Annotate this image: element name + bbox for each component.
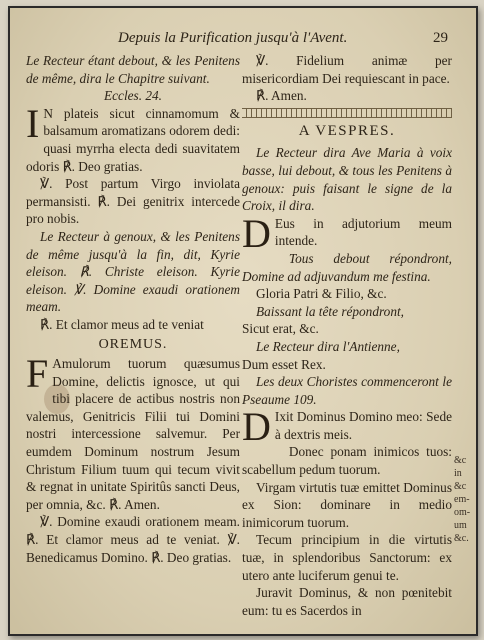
running-header	[118, 30, 448, 50]
prayer-text: Amulorum tuorum quæsumus Domine, delictis ignosce, ut qui tibi placere de actibus nostris non valemus, Genitricis Filii tui Domini nostri intercessione salvemur. Per eumdem Dominum nostrum Jesum Christum Filium tuum qui tecum vivit & regnat in unitate Spiritûs sancti Deus, per omnia, &c. ℟. Amen.	[26, 356, 240, 512]
rubric-text: Les deux Choristes commenceront le Pseaume 109.	[242, 374, 452, 407]
psalm-verse: Donec ponam inimicos tuos: scabellum pedum tuorum.	[242, 444, 452, 478]
drop-cap: D	[242, 404, 271, 450]
oremus-heading: OREMUS.	[98, 336, 168, 352]
vespers-heading: A VESPRES.	[298, 122, 396, 139]
right-column	[242, 52, 452, 619]
margin-note: &c	[454, 481, 467, 492]
versicle-text: ℣. Post partum Virgo inviolata permansisti. ℟. Dei genitrix intercede pro nobis.	[26, 176, 240, 227]
prayer-paragraph	[26, 351, 240, 513]
scripture-reference: Eccles. 24.	[104, 88, 162, 104]
drop-cap: F	[26, 351, 49, 397]
gloria-text: Gloria Patri & Filio, &c.	[256, 286, 387, 302]
chapter-text: N plateis sicut cinnamomum & balsamum aromatizans odorem dedi: quasi myrrha electa dedi suavitatem odoris ℟. Deo gratias.	[26, 105, 240, 174]
response-text: ℟. Et clamor meus ad te veniat	[40, 316, 204, 332]
chapter-paragraph	[26, 100, 240, 175]
rubric-text: Baissant la tête répondront,	[256, 303, 404, 319]
rubric-text: Le Recteur à genoux, & les Penitens de même jusqu'à la fin, dit, Kyrie eleison. ℟. Christe eleison. Kyrie eleison. ℣. Domine exaudi orationem meam.	[26, 228, 240, 315]
drop-cap: I	[26, 100, 40, 146]
versicle-text: ℣. Domine exaudi orationem meam. ℟. Et clamor meus ad te veniat. ℣. Benedicamus Domino. ℟. Deo gratias.	[26, 514, 240, 565]
rubric-text: Le Recteur dira l'Antienne,	[256, 338, 400, 354]
psalm-verse: Tecum principium in die virtutis tuæ, in splendoribus Sanctorum: ex utero ante luciferum genui te.	[242, 532, 452, 583]
margin-note: &c	[454, 455, 467, 466]
rubric-text: Tous debout répondront, Domine ad adjuvandum me festina.	[242, 250, 452, 284]
psalm-paragraph	[242, 404, 452, 450]
rule-spacer	[242, 105, 452, 117]
margin-note: in	[454, 468, 462, 479]
versicle-text: ℣. Fidelium animæ per misericordiam Dei requiescant in pace.	[242, 53, 452, 86]
margin-note: em-	[454, 494, 470, 505]
margin-note: om-	[454, 507, 471, 518]
drop-cap: D	[242, 210, 271, 256]
response-text: ℟. Amen.	[256, 88, 307, 104]
psalm-verse: Virgam virtutis tuæ emittet Dominus ex Sion: dominare in medio inimicorum tuorum.	[242, 479, 452, 530]
book-page	[10, 8, 476, 634]
rubric-text: Le Recteur dira Ave Maria à voix basse, lui debout, & tous les Penitens à genoux: puis faisant le signe de la Croix, il dira.	[242, 145, 452, 214]
left-column	[26, 52, 240, 566]
page-number: 29	[433, 30, 448, 46]
margin-note: &c.	[454, 533, 469, 544]
header-title: Depuis la Purification jusqu'à l'Avent.	[118, 30, 348, 46]
margin-notes	[454, 454, 476, 545]
deus-paragraph	[242, 210, 452, 256]
deus-text: Eus in adjutorium meum intende.	[274, 215, 452, 249]
psalm-verse: Juravit Dominus, & non pœnitebit eum: tu es Sacerdos in	[242, 585, 452, 618]
page-frame	[8, 6, 478, 636]
rubric-text: Le Recteur étant debout, & les Penitens de même, dira le Chapitre suivant.	[26, 53, 240, 86]
sicut-text: Sicut erat, &c.	[242, 321, 319, 337]
psalm-text: Ixit Dominus Domino meo: Sede à dextris meis.	[274, 409, 452, 442]
margin-note: um	[454, 520, 467, 531]
antiphon-text: Dum esset Rex.	[242, 356, 326, 372]
